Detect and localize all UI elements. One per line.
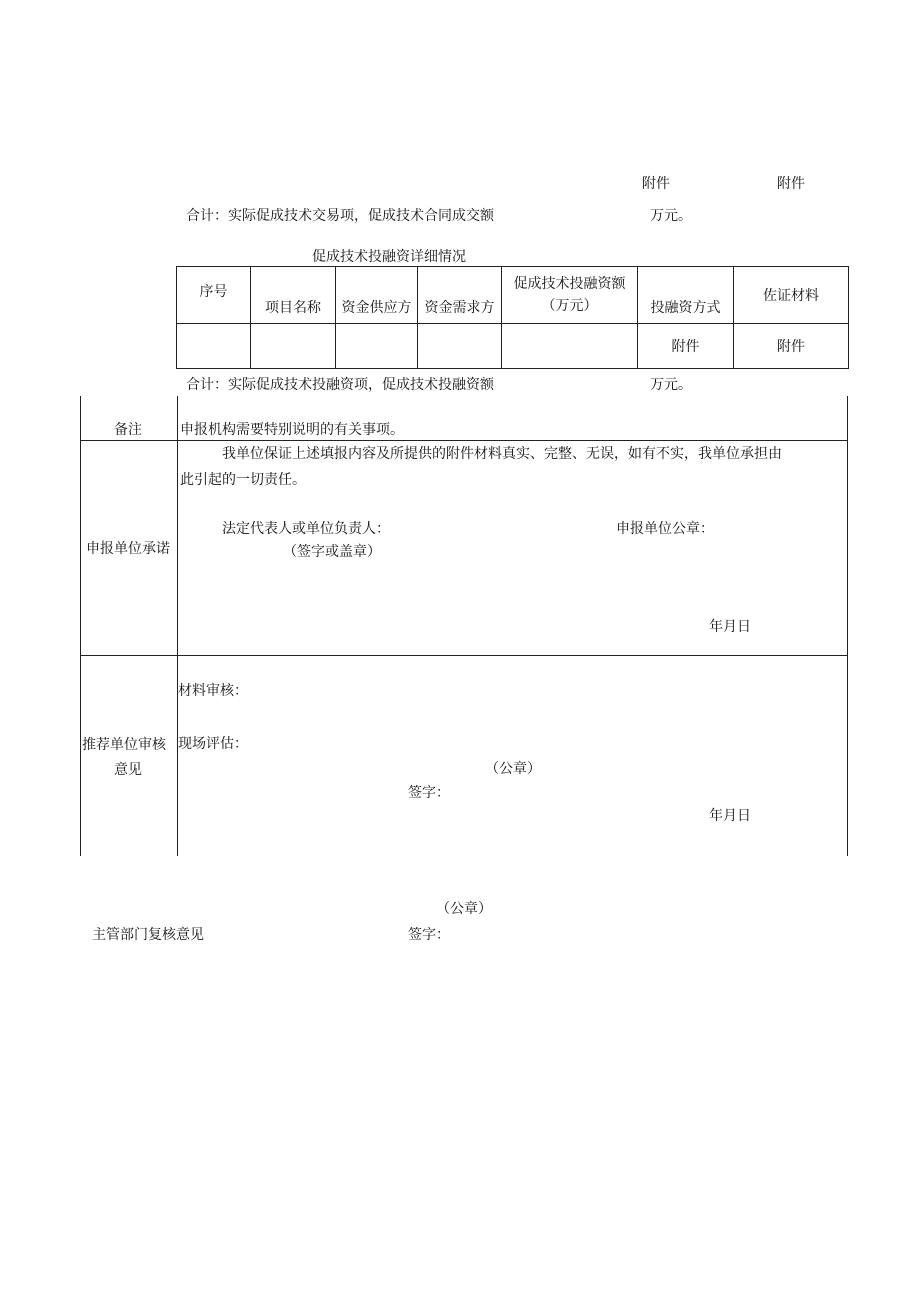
commitment-label: 申报单位承诺 bbox=[86, 541, 170, 557]
financing-table bbox=[176, 266, 849, 369]
form-left-border bbox=[80, 396, 81, 856]
commitment-date[interactable]: 年月日 bbox=[709, 619, 751, 635]
cell-project-name[interactable] bbox=[251, 324, 336, 369]
cell-financing-method[interactable]: 附件 bbox=[638, 324, 734, 369]
header-financing-amount bbox=[502, 267, 638, 324]
recommend-label-line2: 意见 bbox=[114, 762, 142, 778]
legal-representative-label[interactable]: 法定代表人或单位负责人： bbox=[222, 521, 390, 537]
recommend-sign-label[interactable]: 签字： bbox=[408, 785, 450, 801]
financing-table-title: 促成技术投融资详细情况 bbox=[312, 249, 466, 265]
header-financing-method: 投融资方式 bbox=[638, 267, 734, 324]
site-evaluation-label[interactable]: 现场评估： bbox=[178, 736, 248, 752]
total-trade-unit: 万元。 bbox=[650, 208, 692, 224]
form-divider-remarks bbox=[80, 440, 848, 441]
table-row bbox=[177, 324, 849, 369]
recommend-seal-label: （公章） bbox=[485, 761, 541, 777]
form-label-divider bbox=[177, 396, 178, 856]
cell-seq[interactable] bbox=[177, 324, 251, 369]
form-divider-commitment bbox=[80, 655, 848, 656]
remarks-text[interactable]: 申报机构需要特别说明的有关事项。 bbox=[180, 422, 404, 438]
sign-or-stamp-note: （签字或盖章） bbox=[283, 544, 381, 560]
recommend-date[interactable]: 年月日 bbox=[709, 808, 751, 824]
total-financing-unit: 万元。 bbox=[650, 377, 692, 393]
header-evidence: 佐证材料 bbox=[734, 267, 849, 324]
commitment-text-line1: 我单位保证上述填报内容及所提供的附件材料真实、完整、无误，如有不实，我单位承担由 bbox=[222, 446, 782, 462]
authority-seal-label: （公章） bbox=[436, 901, 492, 917]
total-trade-text: 合计：实际促成技术交易项，促成技术合同成交额 bbox=[186, 208, 494, 224]
attachment-label-2: 附件 bbox=[777, 176, 805, 192]
authority-review-label: 主管部门复核意见 bbox=[92, 927, 204, 943]
material-review-label[interactable]: 材料审核： bbox=[178, 683, 248, 699]
total-financing-text: 合计：实际促成技术投融资项，促成技术投融资额 bbox=[186, 377, 494, 393]
header-seq: 序号 bbox=[177, 267, 251, 324]
header-amount-line1: 促成技术投融资额 bbox=[513, 276, 626, 292]
table-header-row bbox=[177, 267, 849, 324]
commitment-text-line2: 此引起的一切责任。 bbox=[180, 472, 306, 488]
cell-evidence[interactable]: 附件 bbox=[734, 324, 849, 369]
unit-seal-label[interactable]: 申报单位公章： bbox=[616, 521, 714, 537]
cell-financing-amount[interactable] bbox=[502, 324, 638, 369]
header-fund-demander: 资金需求方 bbox=[418, 267, 502, 324]
header-project-name: 项目名称 bbox=[251, 267, 336, 324]
attachment-label-1: 附件 bbox=[642, 176, 670, 192]
remarks-label: 备注 bbox=[114, 422, 142, 438]
recommend-label-line1: 推荐单位审核 bbox=[82, 737, 166, 753]
form-right-border bbox=[847, 396, 848, 856]
header-fund-supplier: 资金供应方 bbox=[336, 267, 418, 324]
authority-sign-label[interactable]: 签字： bbox=[408, 927, 450, 943]
cell-fund-demander[interactable] bbox=[418, 324, 502, 369]
header-amount-line2: （万元） bbox=[541, 298, 598, 314]
cell-fund-supplier[interactable] bbox=[336, 324, 418, 369]
